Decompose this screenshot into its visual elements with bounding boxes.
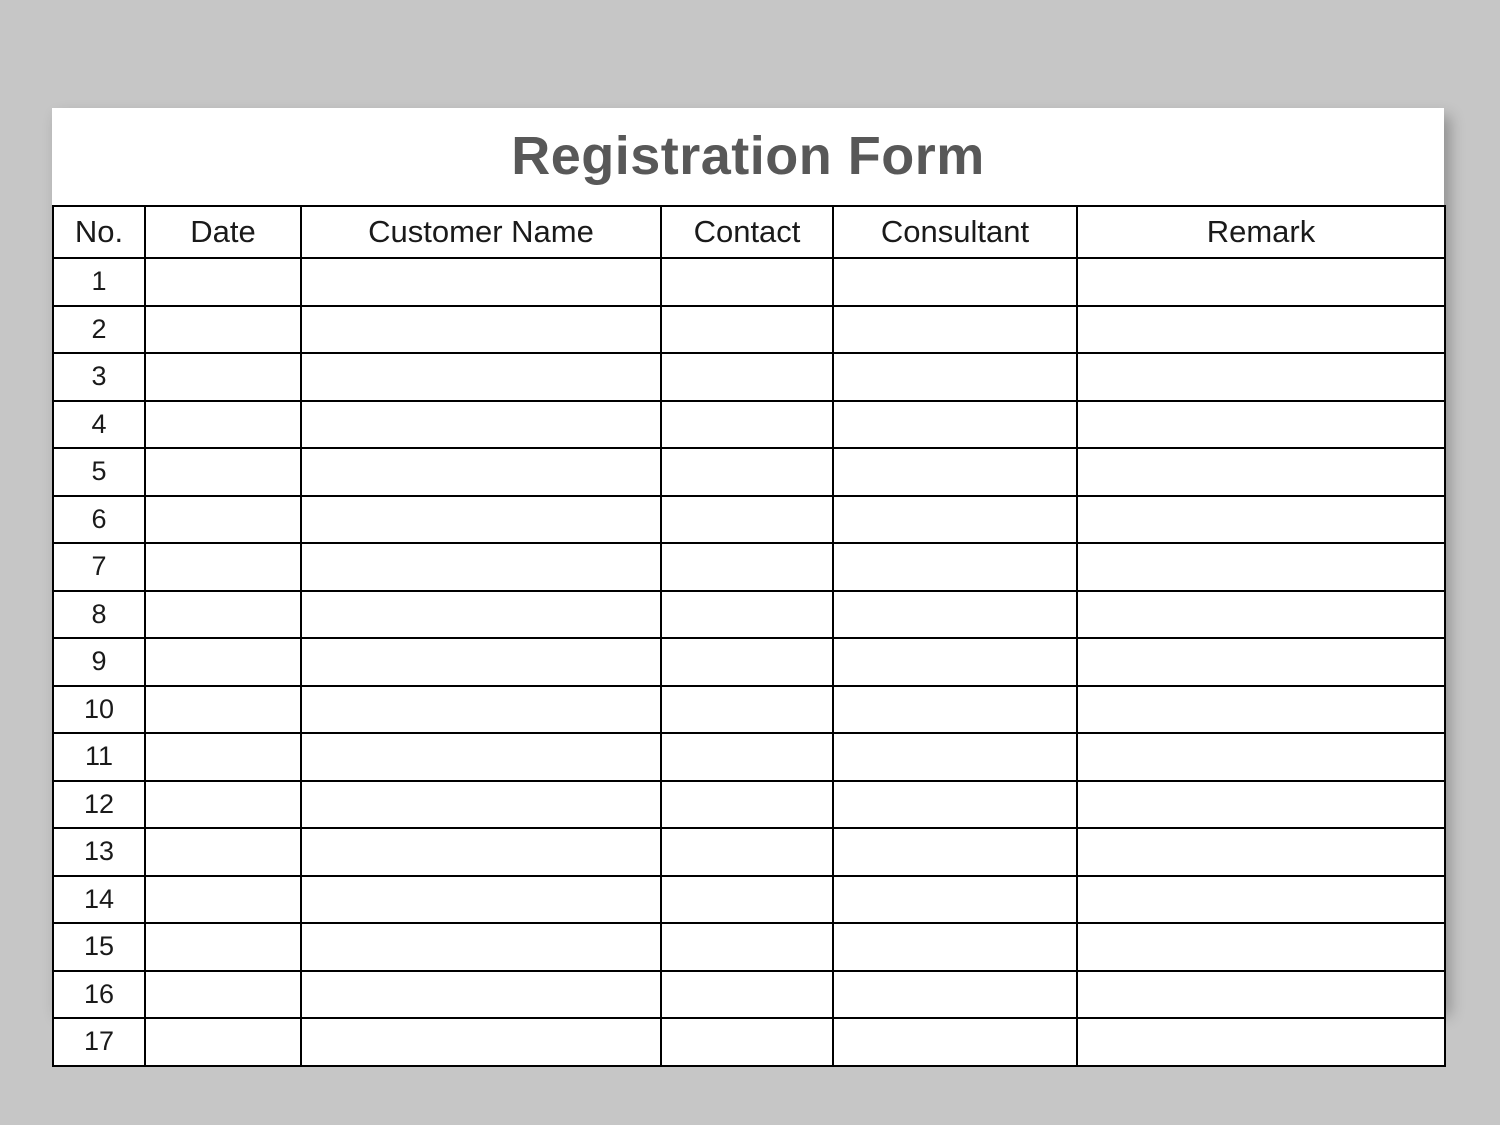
cell-contact[interactable] — [661, 496, 833, 544]
cell-remark[interactable] — [1077, 401, 1445, 449]
cell-consultant[interactable] — [833, 448, 1077, 496]
cell-date[interactable] — [145, 258, 301, 306]
cell-contact[interactable] — [661, 733, 833, 781]
cell-remark[interactable] — [1077, 971, 1445, 1019]
cell-contact[interactable] — [661, 448, 833, 496]
cell-name[interactable] — [301, 923, 661, 971]
cell-contact[interactable] — [661, 1018, 833, 1066]
registration-table — [52, 205, 1446, 1067]
row-number: 16 — [53, 971, 145, 1019]
cell-remark[interactable] — [1077, 828, 1445, 876]
cell-remark[interactable] — [1077, 591, 1445, 639]
table-row — [53, 971, 1445, 1019]
column-header-remark: Remark — [1077, 206, 1445, 258]
cell-name[interactable] — [301, 733, 661, 781]
cell-contact[interactable] — [661, 543, 833, 591]
cell-remark[interactable] — [1077, 686, 1445, 734]
cell-consultant[interactable] — [833, 258, 1077, 306]
cell-contact[interactable] — [661, 591, 833, 639]
cell-remark[interactable] — [1077, 1018, 1445, 1066]
cell-date[interactable] — [145, 306, 301, 354]
row-number: 17 — [53, 1018, 145, 1066]
cell-remark[interactable] — [1077, 543, 1445, 591]
table-row — [53, 923, 1445, 971]
column-header-consultant: Consultant — [833, 206, 1077, 258]
cell-contact[interactable] — [661, 686, 833, 734]
cell-name[interactable] — [301, 448, 661, 496]
cell-remark[interactable] — [1077, 258, 1445, 306]
cell-remark[interactable] — [1077, 781, 1445, 829]
cell-name[interactable] — [301, 258, 661, 306]
row-number: 15 — [53, 923, 145, 971]
cell-consultant[interactable] — [833, 306, 1077, 354]
cell-contact[interactable] — [661, 828, 833, 876]
table-row — [53, 448, 1445, 496]
cell-date[interactable] — [145, 543, 301, 591]
cell-name[interactable] — [301, 876, 661, 924]
cell-contact[interactable] — [661, 876, 833, 924]
cell-contact[interactable] — [661, 781, 833, 829]
cell-name[interactable] — [301, 496, 661, 544]
table-row — [53, 1018, 1445, 1066]
cell-name[interactable] — [301, 638, 661, 686]
cell-date[interactable] — [145, 448, 301, 496]
cell-date[interactable] — [145, 638, 301, 686]
table-row — [53, 496, 1445, 544]
row-number: 14 — [53, 876, 145, 924]
cell-date[interactable] — [145, 923, 301, 971]
cell-date[interactable] — [145, 971, 301, 1019]
cell-consultant[interactable] — [833, 543, 1077, 591]
cell-consultant[interactable] — [833, 638, 1077, 686]
cell-date[interactable] — [145, 876, 301, 924]
cell-date[interactable] — [145, 828, 301, 876]
cell-name[interactable] — [301, 353, 661, 401]
cell-consultant[interactable] — [833, 733, 1077, 781]
cell-date[interactable] — [145, 686, 301, 734]
row-number: 8 — [53, 591, 145, 639]
table-row — [53, 686, 1445, 734]
cell-contact[interactable] — [661, 638, 833, 686]
cell-name[interactable] — [301, 781, 661, 829]
cell-consultant[interactable] — [833, 496, 1077, 544]
cell-date[interactable] — [145, 733, 301, 781]
cell-date[interactable] — [145, 1018, 301, 1066]
table-header-row — [53, 206, 1445, 258]
row-number: 7 — [53, 543, 145, 591]
column-header-contact: Contact — [661, 206, 833, 258]
cell-contact[interactable] — [661, 353, 833, 401]
table-row — [53, 543, 1445, 591]
table-row — [53, 306, 1445, 354]
row-number: 10 — [53, 686, 145, 734]
cell-date[interactable] — [145, 591, 301, 639]
row-number: 6 — [53, 496, 145, 544]
cell-remark[interactable] — [1077, 496, 1445, 544]
cell-consultant[interactable] — [833, 828, 1077, 876]
row-number: 13 — [53, 828, 145, 876]
document-page — [52, 108, 1444, 1057]
table-row — [53, 876, 1445, 924]
table-row — [53, 828, 1445, 876]
cell-contact[interactable] — [661, 923, 833, 971]
row-number: 9 — [53, 638, 145, 686]
table-row — [53, 733, 1445, 781]
cell-date[interactable] — [145, 401, 301, 449]
cell-contact[interactable] — [661, 401, 833, 449]
cell-date[interactable] — [145, 496, 301, 544]
table-row — [53, 638, 1445, 686]
row-number: 11 — [53, 733, 145, 781]
table-row — [53, 258, 1445, 306]
cell-date[interactable] — [145, 353, 301, 401]
column-header-date: Date — [145, 206, 301, 258]
cell-consultant[interactable] — [833, 591, 1077, 639]
cell-remark[interactable] — [1077, 306, 1445, 354]
table-row — [53, 591, 1445, 639]
cell-name[interactable] — [301, 971, 661, 1019]
cell-contact[interactable] — [661, 306, 833, 354]
cell-contact[interactable] — [661, 258, 833, 306]
row-number: 3 — [53, 353, 145, 401]
cell-name[interactable] — [301, 543, 661, 591]
cell-date[interactable] — [145, 781, 301, 829]
cell-name[interactable] — [301, 1018, 661, 1066]
cell-remark[interactable] — [1077, 733, 1445, 781]
cell-consultant[interactable] — [833, 401, 1077, 449]
cell-name[interactable] — [301, 591, 661, 639]
cell-name[interactable] — [301, 828, 661, 876]
column-header-no: No. — [53, 206, 145, 258]
cell-name[interactable] — [301, 306, 661, 354]
row-number: 1 — [53, 258, 145, 306]
row-number: 5 — [53, 448, 145, 496]
cell-consultant[interactable] — [833, 876, 1077, 924]
cell-consultant[interactable] — [833, 686, 1077, 734]
cell-consultant[interactable] — [833, 353, 1077, 401]
cell-remark[interactable] — [1077, 353, 1445, 401]
table-row — [53, 781, 1445, 829]
row-number: 12 — [53, 781, 145, 829]
cell-consultant[interactable] — [833, 1018, 1077, 1066]
table-row — [53, 401, 1445, 449]
cell-contact[interactable] — [661, 971, 833, 1019]
column-header-name: Customer Name — [301, 206, 661, 258]
cell-consultant[interactable] — [833, 971, 1077, 1019]
cell-consultant[interactable] — [833, 923, 1077, 971]
page-title: Registration Form — [511, 126, 985, 186]
row-number: 4 — [53, 401, 145, 449]
row-number: 2 — [53, 306, 145, 354]
cell-remark[interactable] — [1077, 923, 1445, 971]
cell-name[interactable] — [301, 686, 661, 734]
cell-remark[interactable] — [1077, 876, 1445, 924]
cell-remark[interactable] — [1077, 448, 1445, 496]
cell-remark[interactable] — [1077, 638, 1445, 686]
cell-name[interactable] — [301, 401, 661, 449]
cell-consultant[interactable] — [833, 781, 1077, 829]
table-row — [53, 353, 1445, 401]
